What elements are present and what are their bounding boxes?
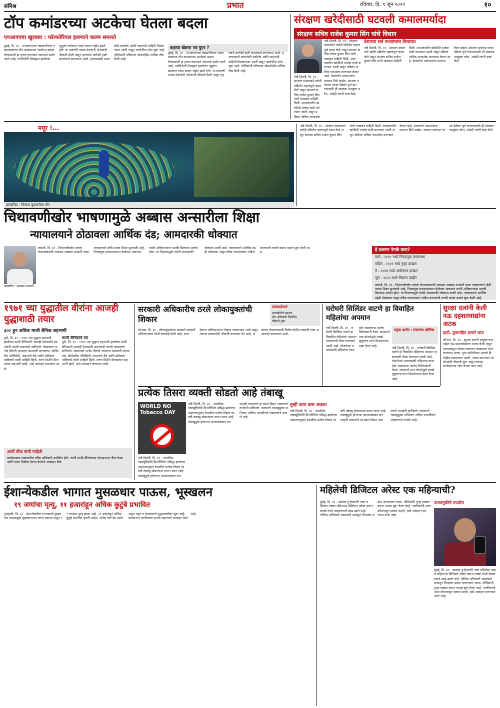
digital-arrest-photo [434,508,496,566]
story3-box-item: जून - २०२५ मध्ये निकाल जाहीर [375,276,417,280]
story4-body: पुणे, दि. ३१ - १९७१ च्या युद्धात सहभागी झालेल्या माजी सैनिकांनी आजही देशासाठी लढण्याची तयारी असल्याचे सांगितले. मेळाव्यात अनेक वीरांनी आपल्या आठवणी जागवल्या. सीमेवरील परिस्थिती, जवानांचे धैर्य आणि प्रशिक्षण याविषयी त्यांनी माहिती दिली. तरुण पिढीने सैन्यदलात सहभागी व्हावे, असे आवाहन करण्यात आले. [4,336,60,371]
no-tobacco-poster [138,402,186,454]
story5-box-item: लाचखोरीचे प्रकरण [272,311,293,315]
story3-box-item: मार्च - २०२२ मध्ये निवडणूक प्रचारसभा [375,255,426,259]
story2-subhead: संरक्षण सचिव राजेश कुमार सिंग यांचे विधान [294,28,496,39]
section-label: संमिश्र [4,4,17,10]
photo-strip-title: मयूर !... [38,125,60,132]
story6-box [392,326,438,344]
story9-subhead: १९ जणांचा मृत्यू, ११ हजारांहून अधिक कुटुंबे प्रभावित [14,501,151,509]
story8-body-b: नवी दिल्ली, दि. ३१ - जागतिक तंबाखूविरोधी दिनानिमित्त प्रसिद्ध झालेल्या अहवालानुसार देशातील प्रत्येक तिसरा व्यक्ती तंबाखू सोडण्याचा प्रयत्न करत आहे. तंबाखूमुळे होणाऱ्या आजारांबाबत जनजागृती वाढल्याने हा बदल दिसत असल्याचे तज्ज्ञांनी सांगितले. सरकारने तंबाखूमुक्त अभियान अधिक प्रभावीपणे राबवण्याचे ठरवले आहे. [290,409,436,422]
no-tobacco-label: WORLD NO Tobacco DAY [140,404,176,416]
story7-headline: सुरक्षा दलांनी केली नऊ दहशतवाद्यांना अटक [443,304,487,328]
story4-note-box [4,448,132,478]
story4-headline: १९७१ च्या युद्धातील वीरांना आजही युद्धाशाठी तयार [4,304,119,325]
official-portrait-photo [294,39,322,73]
story3-box-item: मे - २०२४ मध्ये आरोपपत्र दाखल [375,269,418,273]
story1-headline: टॉप कमांडरच्या अटकेचा घेतला बदला [4,14,208,32]
no-smoking-icon [150,424,174,448]
story5-headline: सरकारी अधिकारीच ठरले लोकायुक्तांची शिकार [138,304,253,324]
photo-strip-caption: छायाचित्र : पिसारा फुलवलेला मोर [4,202,294,209]
story6-body-b: नवी दिल्ली, दि. ३१ - घरोघरी सिलिंडर वाटणे हा विवाहित महिलांचा अपमान असल्याची टीका करण्यात आली आहे. योजनेच्या प्रचारासाठी महिलांचा वापर होत असल्याचा आरोप विरोधकांनी केला. सरकारने मात्र योजनेमुळे लाखो कुटुंबांना लाभ मिळाल्याचा दावा केला आहे. [392,346,438,381]
story5-box-item: दोन अधिकारी निलंबित [272,315,297,319]
story4-side-col [62,336,132,440]
story9-headline: ईशान्येकडील भागात मुसळधार पाऊस, भूस्खलन [4,485,213,499]
edition-date: रविवार, दि. ९ जून २०१९ [360,2,406,8]
story3-box-more: लखनौ, दि. ३१ - चिथावणीखोर भाषण केल्याप्रकरणी आमदार अब्बास अन्सारी याला न्यायालयाने दोषी ठरवत शिक्षा सुनावली आहे. निवडणूक प्रचारादरम्यान केलेल्या भाषणात त्यांनी अधिकाऱ्यांना धमकी दिल्याचा आरोप होता. या निकालामुळे त्यांची आमदारकी धोक्यात आली आहे. न्यायालयाने आर्थिक दंडही ठोठावला असून वरिष्ठ न्यायालयात अपील करण्याची तयारी बचाव पक्षाने सुरू केली आहे. [375,283,492,300]
story4-side-title: माजी सैनिकांचे मत [62,336,89,340]
story8-headline: प्रत्येक तिसरा व्यक्ती सोडतो आहे तंबाखू [138,388,283,399]
story8-body-c: नवी दिल्ली, दि. ३१ - जागतिक तंबाखूविरोधी दिनानिमित्त प्रसिद्ध झालेल्या अहवालानुसार देशातील प्रत्येक तिसरा व्यक्ती तंबाखू सोडण्याचा प्रयत्न करत आहे. तंबाखूमुळे होणाऱ्या आजारांबाबत जन [138,456,186,478]
story10-body: मुंबई, दि. ३१ - सायबर गुन्हेगारांनी एका महिलेला तब्बल महिनाभर डिजिटल अरेस्ट करून लाखो रुपये उकळल्याचे उघड झाले आहे. पोलिस अधिकारी असल्याचे भासवून तिच्यावर दबाव आणण्यात आला. पोलिसांनी गुन्हा दाखल करून तपास सुरू केला आहे. नागरिकांनी अशा कॉलपासून सावध राहावे, असे आवाहन करण्यात आले आहे. [320,500,431,518]
story2-body-b: नवी दिल्ली, दि. ३१ - संरक्षण मंत्रालयाने खरेदी प्रक्रियेत महत्त्वपूर्ण बदल केले असून संरक्षण सचिव राजेश कुमार सिंग यांनी याबाबत माहिती दिली. आपत्कालीन खरेदीची मर्यादा कमी करण्यात आली असून प्रक्रिया अधिक पारदर्शक [294,75,322,119]
story1-subhead: एनआयएचा खुलासा : फॉल्फोरियल हल्ल्याने कलम समलते [4,35,117,41]
story5-box-item: चौकशी सुरू [272,319,286,323]
publication-logo: प्रभात [227,0,244,10]
story1-body: मुंबई, दि. ३१ - एनआयएच्या तपासणीनंतर नक्षलवाद्यांच्या टॉप कमांडरच्या अटकेचा बदला घेण्यासाठी हा हल्ला करण्यात आल्याचे समोर आले आहे. गडचिरोली जिल्ह्यात झालेल्या भूसुरुंग स्फोटात पंधरा जवान शहीद झाले होते. या प्रकरणी तपास यंत्रणांनी अनेकांची चौकशी केली असून महत्त्वाचे धागेदोरे हाती लागल्याचे सांगण्यात आले. हल्ल्यासाठी वापरलेली स्फोटके आणि वाहनांची माहिती मिळवण्यात आली असून आरोपींचा शोध सुरू आहे. पोलिसांनी परिसरात शोधमोहीम अधिक तीव्र केली आहे. [4,44,166,62]
story5-box [270,304,320,326]
story6-headline: घरोघरी सिलिंडर वाटणे हा विवाहित महिलांचा अपमान [326,304,414,322]
page-number: १० [484,1,492,9]
story3-box-title: हे प्रकरण नेमके काय? [372,246,496,254]
story3-box-item: एप्रिल - २०२२ मध्ये गुन्हा दाखल [375,262,417,266]
photo-strip-adjacent-text: नवी दिल्ली, दि. ३१ - संरक्षण मंत्रालयाने खरेदी प्रक्रियेत महत्त्वपूर्ण बदल केले असून संरक्षण सचिव राजेश कुमार सिंग यांनी याबाबत माहिती दिली. आपत्कालीन खरेदीची मर्यादा कमी करण्यात आली असून प्रक्रिया अधिक पारदर्शक करण्यात येणार आहे. देशांतर्गत उत्पादनाला प्राधान्य दिले जाईल. संरक्षण दलांच्या गरजा वेळेवर पूर्ण करण्यासाठी ही व्यवस्था उपयुक्त ठरेल, असेही त्यांनी स्पष्ट केले. [300,124,494,137]
story3-subhead: न्यायालयाने ठोठावला आर्थिक दंड; आमदारकी धोक्यात [30,229,238,241]
story10-body-b: मुंबई, दि. ३१ - सायबर गुन्हेगारांनी एका महिलेला तब्बल महिनाभर डिजिटल अरेस्ट करून लाखो रुपये उकळल्याचे उघड झाले आहे. पोलिस अधिकारी असल्याचे भासवून तिच्यावर दबाव आणण्यात आला. पोलिसांनी गुन्हा दाखल करून तपास सुरू केला आहे. नागरिकांनी अशा कॉलपासून सावध राहावे, असे आवाहन करण्यात आले आहे. [434,568,496,599]
story3-info-box [372,246,496,300]
story3-headline: चिथावणीखोर भाषणामुळे अब्बास अन्सारीला शिक्षा [4,210,260,226]
story3-body: लखनौ, दि. ३१ - चिथावणीखोर भाषण केल्याप्रकरणी आमदार अब्बास अन्सारी याला न्यायालयाने दोषी ठरवत शिक्षा सुनावली आहे. निवडणूक प्रचारादरम्यान केलेल्या भाषणात त्यांनी अधिकाऱ्यांना धमकी दिल्याचा आरोप होता. या निकालामुळे त्यांची आमदारकी धोक्यात आली आहे. न्यायालयाने आर्थिक दंडही ठोठावला असून वरिष्ठ न्यायालयात अपील करण्याची तयारी बचाव पक्षाने सुरू केली आहे. [38,246,310,255]
story1-body-b: मुंबई, दि. ३१ - एनआयएच्या तपासणीनंतर नक्षलवाद्यांच्या टॉप कमांडरच्या अटकेचा बदला घेण्यासाठी हा हल्ला करण्यात आल्याचे समोर आले आहे. गडचिरोली जिल्ह्यात झालेल्या भूसुरुंग स्फोटात पंधरा जवान शहीद झाले होते. या प्रकरणी तपास यंत्रणांनी अनेकांची चौकशी केली असून महत्त्वाचे धागेदोरे हाती लागल्याचे सांगण्यात आले. हल्ल्यासाठी वापरलेली स्फोटके आणि वाहनांची माहिती मिळवण्यात आली असून आरोपींचा शोध सुरू आहे. पोलिसांनी परिसरात शोधमोहीम अधिक तीव्र केली आहे. [168,51,286,78]
story1-box-title: कहाया खेतला पत्र युएर ? [168,44,288,52]
story6-box-title: प्रमुख आरोप : प्रचाराचा अतिरेक [394,328,435,332]
story8-body: नवी दिल्ली, दि. ३१ - जागतिक तंबाखूविरोधी दिनानिमित्त प्रसिद्ध झालेल्या अहवालानुसार देशातील प्रत्येक तिसरा व्यक्ती तंबाखू सोडण्याचा प्रयत्न करत आहे. तंबाखूमुळे होणाऱ्या आजारांबाबत जनजागृती वाढल्याने हा बदल दिसत असल्याचे तज्ज्ञांनी सांगितले. सरकारने तंबाखूमुक्त अभियान अधिक प्रभावीपणे राबवण्याचे ठरवले आहे. [188,402,288,424]
story7-subhead: हाती, दुकानहित हत्यारे जप्त [443,330,484,335]
story4-note-title: आर्मी चीफ यांची माहिती [7,449,43,454]
story7-body: श्रीनगर, दि. ३१ - सुरक्षा दलांनी संयुक्त कारवाईत नऊ दहशतवाद्यांना अटक केली असून त्यांच्याकडून मोठ्या प्रमाणात शस्त्रसाठा जप्त करण्यात आला. गुप्त माहितीच्या आधारे ही मोहीम राबवण्यात आली. अटक करण्यात आलेल्यांची चौकशी सुरू असून त्यांच्या साथीदारांचा शोध घेतला जात आहे. [443,338,494,369]
story6-body: नवी दिल्ली, दि. ३१ - घरोघरी सिलिंडर वाटणे हा विवाहित महिलांचा अपमान असल्याची टीका करण्यात आली आहे. योजनेच्या प्रचारासाठी महिलांचा वापर होत असल्याचा आरोप विरोधकांनी केला. सरकारने मात्र योजनेमुळे लाखो कुटुंबांना लाभ मिळाल्याचा दावा केला आहे. [326,326,390,353]
story9-body: गुवाहाटी, दि. ३१ - ईशान्येकडील राज्यांमध्ये मुसळधार पावसामुळे भूस्खलनाच्या घटना घडल्या असून १९ जणांचा मृत्यू झाला आहे. ११ हजारांहून अधिक कुटुंबे प्रभावित झाली आहेत. अनेक रस्ते बंद पडले असून मदत व बचावकार्य युद्धपातळीवर सुरू आहे. प्रशासनाने नागरिकांना सतर्क राहण्याचे आवाहन केले आहे. [4,512,197,521]
story10-headline: महिलेची डिजिटल अरेस्ट एक महिन्याची? [320,485,456,496]
story2-body-a: नवी दिल्ली, दि. ३१ - संरक्षण मंत्रालयाने खरेदी प्रक्रियेत महत्त्वपूर्ण बदल केले असून संरक्षण सचिव राजेश कुमार सिंग यांनी याबाबत माहिती दिली. आपत्कालीन खरेदीची मर्यादा कमी करण्यात आली असून प्रक्रिया अधिक पारदर्शक करण्यात येणार आहे. देशांतर्गत उत्पादनाला प्राधान्य दिले जाईल. संरक्षण दलांच्या गरजा वेळेवर पूर्ण करण्यासाठी ही व्यवस्था उपयुक्त ठरेल, असेही त्यांनी स्पष्ट केले. [324,39,361,96]
peacock-photo [4,132,294,202]
story2-headline: संरक्षण खरेदीसाठी घटवली कमालमर्यादा [294,14,447,26]
story4-subhead: ३०० हून अधिक माजी सैनिक सहभागी [4,329,67,334]
story2-body-c: नवी दिल्ली, दि. ३१ - संरक्षण मंत्रालयाने खरेदी प्रक्रियेत महत्त्वपूर्ण बदल केले असून संरक्षण सचिव राजेश कुमार सिंग यांनी याबाबत माहिती दिली. आपत्कालीन खरेदीची मर्यादा कमी करण्यात आली असून प्रक्रिया अधिक पारदर्शक करण्यात येणार आहे. देशांतर्गत उत्पादनाला प्राधान्य दिले जाईल. संरक्षण दलांच्या गरजा वेळेवर पूर्ण करण्यासाठी ही व्यवस्था उपयुक्त ठरेल, असेही त्यांनी स्पष्ट केले. [364,46,495,64]
accused-portrait-photo [4,246,36,284]
story5-box-title: कारवाईमध्ये [272,305,288,309]
story10-side-title: फसवणुकीचे तपशील [434,500,464,505]
story3-caption: छायाचित्र : अब्बास अन्सारी [4,284,34,288]
story8-subhead: तुम्ही काय करू शकता [290,403,327,408]
story2-sub2: देशाच्या सर्व तज्ज्ञांचाच विचारात [364,40,416,45]
story4-note-text: कार्यक्रमाला लष्करातील वरिष्ठ अधिकारी उपस्थित होते. त्यांनी माजी सैनिकांच्या योगदानाचा गौरव केला आणि नव्या पिढीला प्रेरणा देण्याचे आवाहन केले. [7,456,123,465]
story5-body: भोपाळ, दि. ३१ - लोकायुक्तांच्या पथकाने सरकारी अधिकाऱ्यांवर मोठी कारवाई केली आहे. लाच घेताना अधिकाऱ्यांना रंगेहाथ पकडण्यात आले असून त्यांच्या मालमत्तेची चौकशी करण्यात येत आहे. भ्रष्टाचार रोखण्यासाठी विशेष मोहीम राबवली जात असल्याचे सांगण्यात आले. [138,328,319,337]
story4-side-text: पुणे, दि. ३१ - १९७१ च्या युद्धात सहभागी झालेल्या माजी सैनिकांनी आजही देशासाठी लढण्याची तयारी असल्याचे सांगितले. मेळाव्यात अनेक वीरांनी आपल्या आठवणी जागवल्या. सीमेवरील परिस्थिती, जवानांचे धैर्य आणि प्रशिक्षण याविषयी त्यांनी माहिती दिली. तरुण पिढीने सैन्यदलात सहभागी व्हावे, असे आवाहन करण्यात आले. [62,340,130,367]
